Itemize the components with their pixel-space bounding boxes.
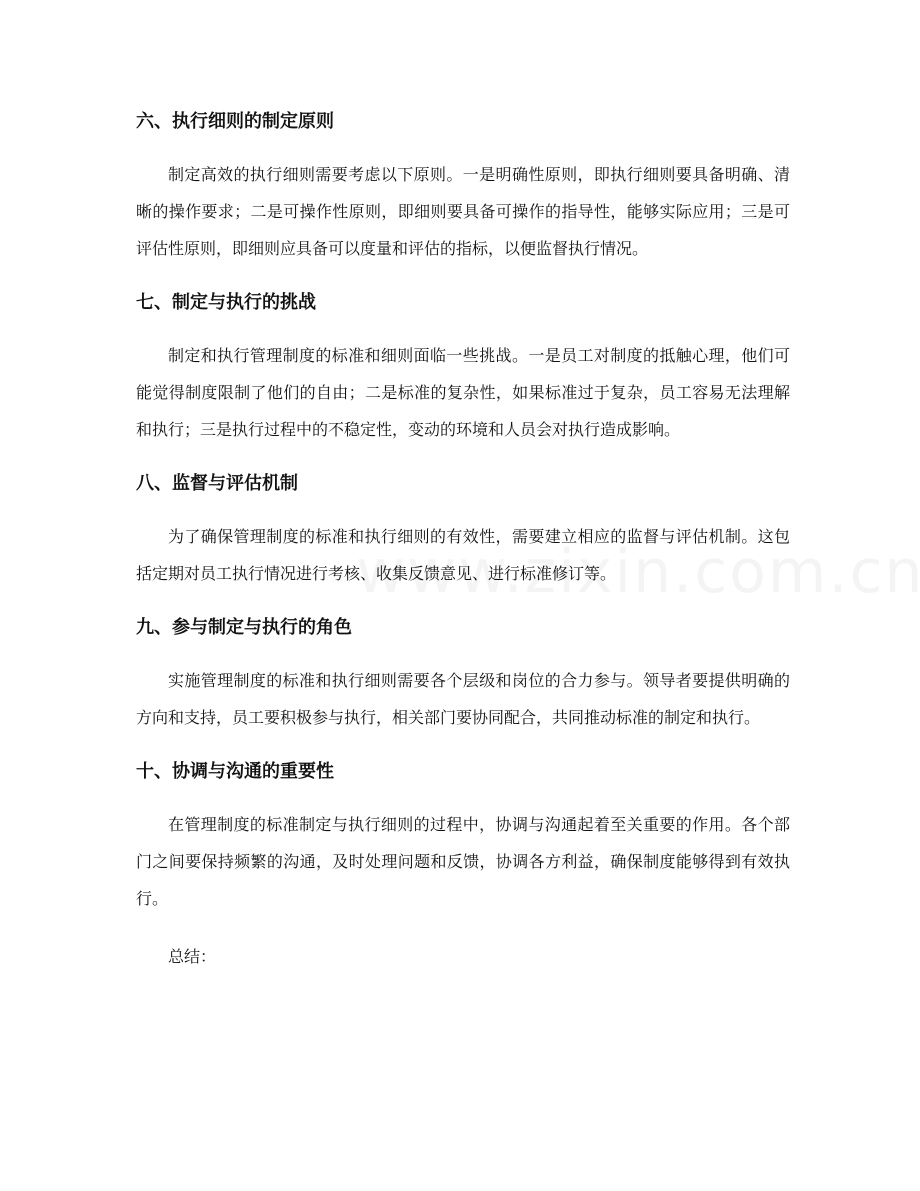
section-paragraph: 为了确保管理制度的标准和执行细则的有效性，需要建立相应的监督与评估机制。这包括定期对员工执行情况进行考核、收集反馈意见、进行标准修订等。	[136, 527, 790, 583]
section-paragraph: 在管理制度的标准制定与执行细则的过程中，协调与沟通起着至关重要的作用。各个部门之间要保持频繁的沟通，及时处理问题和反馈，协调各方利益，确保制度能够得到有效执行。	[136, 815, 790, 908]
summary-label: 总结：	[168, 947, 217, 966]
section-paragraph: 制定和执行管理制度的标准和细则面临一些挑战。一是员工对制度的抵触心理，他们可能觉得制度限制了他们的自由；二是标准的复杂性，如果标准过于复杂，员工容易无法理解和执行；三是执行过程中的不稳定性，变动的环境和人员会对执行造成影响。	[136, 346, 790, 439]
section-paragraph: 制定高效的执行细则需要考虑以下原则。一是明确性原则，即执行细则要具备明确、清晰的操作要求；二是可操作性原则，即细则要具备可操作的指导性，能够实际应用；三是可评估性原则，即细则应具备可以度量和评估的指标，以便监督执行情况。	[136, 165, 790, 258]
section-heading: 十、协调与沟通的重要性	[136, 761, 334, 782]
section-7	[136, 287, 790, 448]
document-content	[136, 106, 790, 973]
section-heading: 九、参与制定与执行的角色	[136, 617, 352, 638]
section-heading: 七、制定与执行的挑战	[136, 292, 316, 313]
section-6	[136, 106, 790, 267]
section-heading: 六、执行细则的制定原则	[136, 111, 334, 132]
section-paragraph: 实施管理制度的标准和执行细则需要各个层级和岗位的合力参与。领导者要提供明确的方向和支持，员工要积极参与执行，相关部门要协同配合，共同推动标准的制定和执行。	[136, 671, 790, 727]
section-10	[136, 756, 790, 917]
section-9	[136, 612, 790, 736]
section-heading: 八、监督与评估机制	[136, 473, 298, 494]
section-8	[136, 468, 790, 592]
